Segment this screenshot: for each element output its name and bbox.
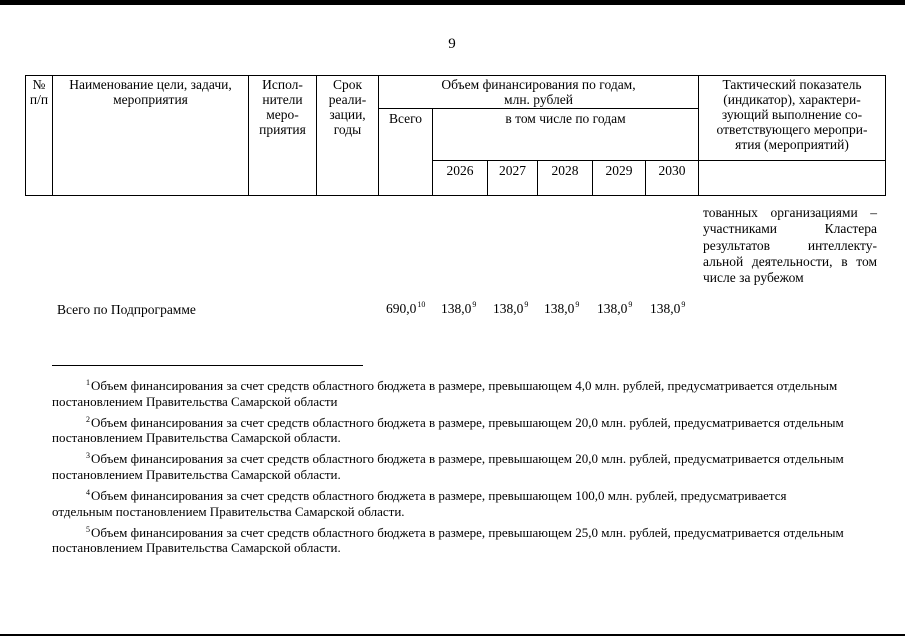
year-value: 138,0$^9$ [544, 300, 580, 316]
footnote: $^4$Объем финансирования за счет средств областного бюджета в размере, превышающем 100,0 млн. рублей, предусматривается отдельным постановлением Правительства Самарской области. [52, 488, 787, 519]
row-sep [378, 108, 698, 109]
indicator-continuation-text: тованных организациями – участниками Кластера результатов интеллекту-альной деятельности, в том числе за рубежом [703, 205, 877, 286]
total-row-label: Всего по Подпрограмме [57, 302, 196, 317]
year-header: 2029 [605, 163, 633, 178]
header-term: Срок реали- зации, годы [328, 77, 367, 137]
header-by-years: в том числе по годам [505, 111, 626, 126]
header-name: Наименование цели, задачи, мероприятия [69, 77, 232, 107]
total-value: 690,0$^{10}$ [386, 300, 426, 316]
scan-top-border [0, 0, 905, 5]
year-value: 138,0$^9$ [441, 300, 477, 316]
financing-table-header [25, 75, 886, 196]
year-value: 138,0$^9$ [650, 300, 686, 316]
header-num: № п/п [29, 77, 49, 107]
year-value: 138,0$^9$ [597, 300, 633, 316]
year-header: 2028 [551, 163, 579, 178]
year-header: 2030 [658, 163, 686, 178]
footnotes [52, 375, 848, 558]
table-border-bottom [25, 195, 886, 196]
scan-bottom-border [0, 634, 905, 636]
header-financing: Объем финансирования по годам, млн. рублей [441, 77, 636, 107]
row-sep [432, 160, 698, 161]
footnote: $^2$Объем финансирования за счет средств областного бюджета в размере, превышающем 20,0 млн. рублей, предусматривается отдельным постановлением Правительства Самарской области. [52, 414, 844, 446]
year-header: 2027 [499, 163, 526, 178]
header-indicator: Тактический показатель (индикатор), характери- зующий выполнение со- ответствующего меропри- ятия (мероприятий) [716, 77, 868, 152]
footnote: $^1$Объем финансирования за счет средств областного бюджета в размере, превышающем 4,0 млн. рублей, предусматривается отдельным постановлением Правительства Самарской области [52, 378, 838, 409]
year-value: 138,0$^9$ [493, 300, 529, 316]
header-total: Всего [388, 111, 423, 126]
table-border-right [885, 75, 886, 196]
footnote: $^3$Объем финансирования за счет средств областного бюджета в размере, превышающем 20,0 млн. рублей, предусматривается отдельным постановлением Правительства Самарской области. [52, 451, 844, 482]
row-sep [698, 160, 886, 161]
page-number: 9 [448, 36, 456, 52]
header-executors: Испол- нители меро- приятия [259, 77, 306, 137]
footnote-separator [52, 365, 363, 366]
footnote: $^5$Объем финансирования за счет средств областного бюджета в размере, превышающем 25,0 млн. рублей, предусматривается отдельным постановлением Правительства Самарской области. [52, 524, 844, 556]
table-border-top [25, 75, 886, 76]
year-header: 2026 [446, 163, 474, 178]
